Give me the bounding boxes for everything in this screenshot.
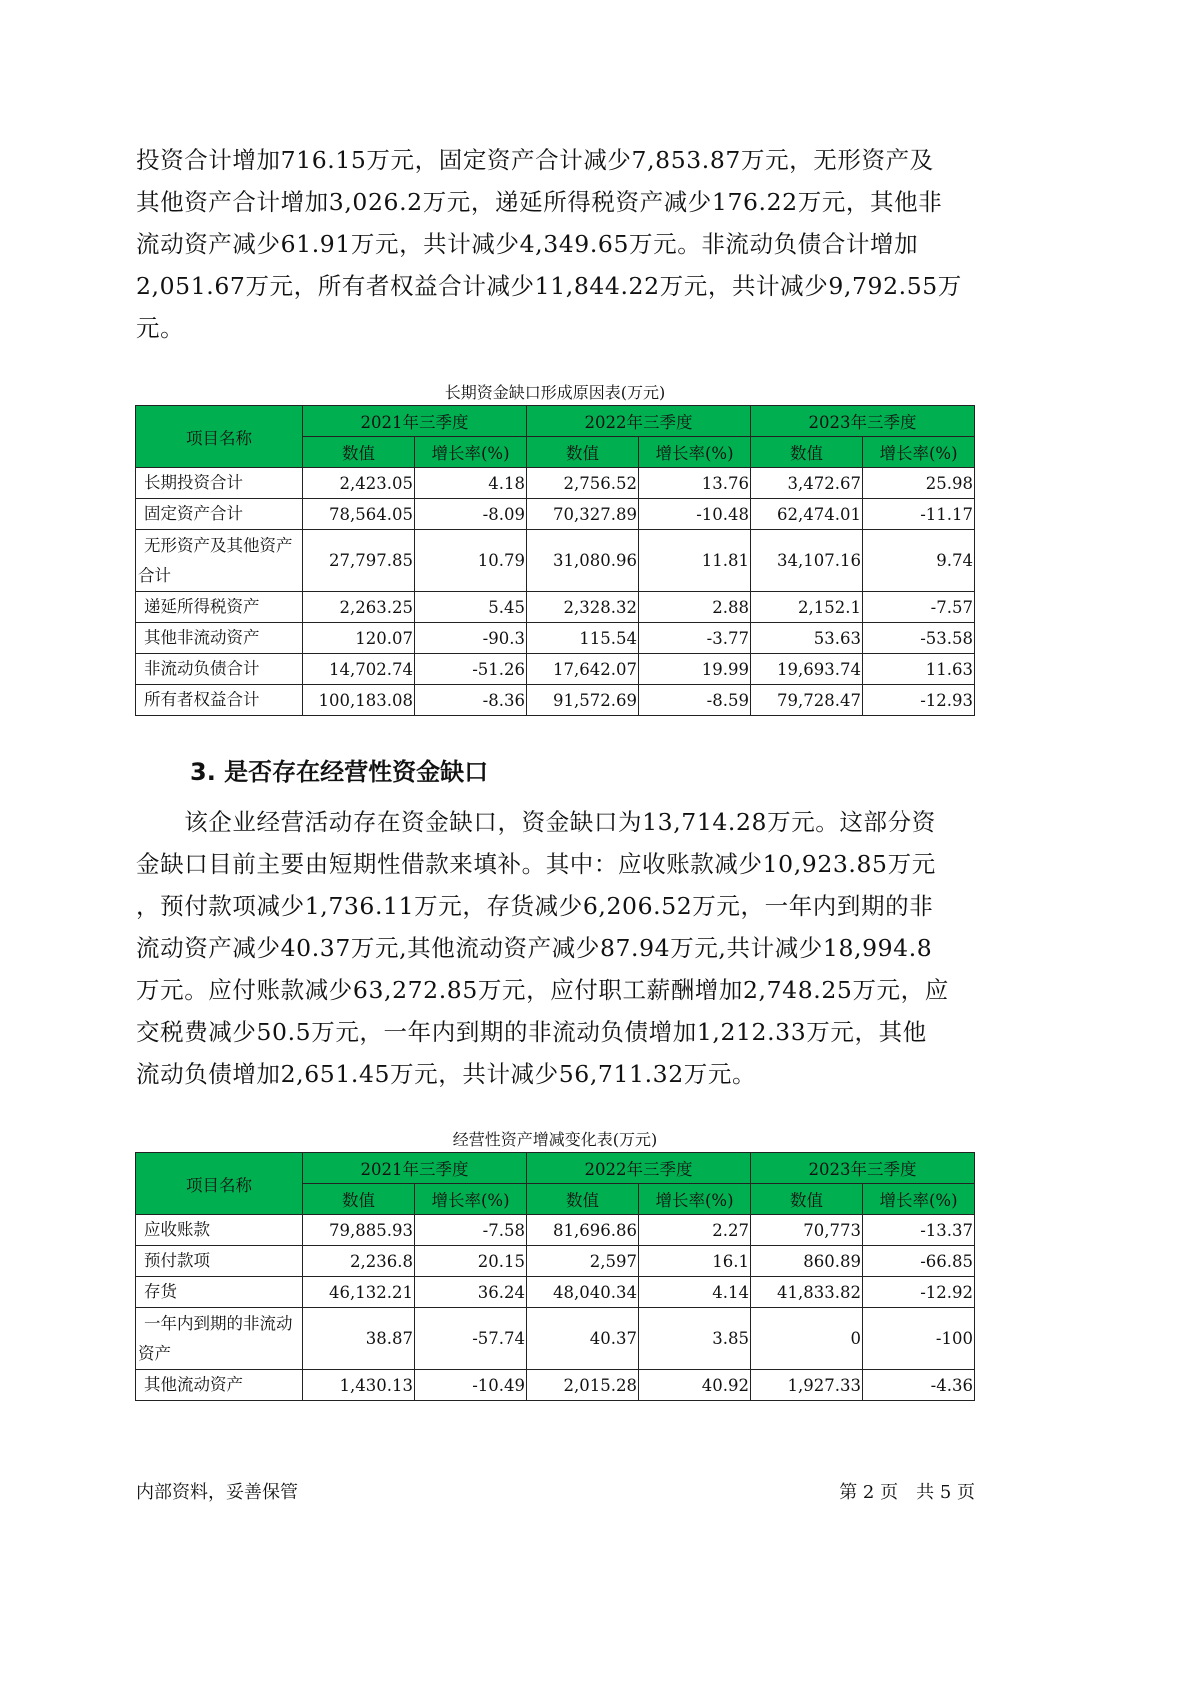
cell-value: 2,328.32 bbox=[527, 592, 639, 623]
cell-value: -12.92 bbox=[863, 1277, 975, 1308]
cell-value: -100 bbox=[863, 1308, 975, 1370]
cell-value: -8.36 bbox=[415, 685, 527, 716]
cell-value: 3,472.67 bbox=[751, 468, 863, 499]
header-value: 数值 bbox=[751, 437, 863, 468]
cell-value: 9.74 bbox=[863, 530, 975, 592]
header-value: 数值 bbox=[751, 1184, 863, 1215]
header-value: 数值 bbox=[303, 437, 415, 468]
paragraph-line: 流动资产减少40.37万元,其他流动资产减少87.94万元,共计减少18,994.8 bbox=[136, 934, 933, 962]
row-name: 所有者权益合计 bbox=[136, 685, 303, 716]
cell-value: 40.92 bbox=[639, 1370, 751, 1401]
header-growth-rate: 增长率(%) bbox=[639, 1184, 751, 1215]
cell-value: 11.63 bbox=[863, 654, 975, 685]
table2-caption: 经营性资产增减变化表(万元) bbox=[452, 1130, 658, 1149]
cell-value: -4.36 bbox=[863, 1370, 975, 1401]
cell-value: 2,152.1 bbox=[751, 592, 863, 623]
table-row bbox=[136, 1308, 975, 1370]
cell-value: 40.37 bbox=[527, 1308, 639, 1370]
row-name: 长期投资合计 bbox=[136, 468, 303, 499]
paragraph-long-term bbox=[136, 139, 986, 349]
table-row bbox=[136, 530, 975, 592]
cell-value: 79,728.47 bbox=[751, 685, 863, 716]
table1-caption: 长期资金缺口形成原因表(万元) bbox=[444, 383, 666, 402]
cell-value: 16.1 bbox=[639, 1246, 751, 1277]
cell-value: 62,474.01 bbox=[751, 499, 863, 530]
cell-value: 2,236.8 bbox=[303, 1246, 415, 1277]
cell-value: -8.59 bbox=[639, 685, 751, 716]
cell-value: 53.63 bbox=[751, 623, 863, 654]
footer-page-number: 第 2 页 共 5 页 bbox=[839, 1482, 975, 1503]
cell-value: 11.81 bbox=[639, 530, 751, 592]
cell-value: -90.3 bbox=[415, 623, 527, 654]
header-period: 2022年三季度 bbox=[527, 1153, 751, 1184]
cell-value: 20.15 bbox=[415, 1246, 527, 1277]
cell-value: 34,107.16 bbox=[751, 530, 863, 592]
header-growth-rate: 增长率(%) bbox=[863, 1184, 975, 1215]
cell-value: 19.99 bbox=[639, 654, 751, 685]
table-row bbox=[136, 499, 975, 530]
cell-value: -51.26 bbox=[415, 654, 527, 685]
cell-value: 2.27 bbox=[639, 1215, 751, 1246]
paragraph-line: 2,051.67万元，所有者权益合计减少11,844.22万元，共计减少9,792.55万 bbox=[136, 272, 962, 300]
cell-value: 48,040.34 bbox=[527, 1277, 639, 1308]
section-heading: 3. 是否存在经营性资金缺口 bbox=[190, 758, 489, 786]
paragraph-line: 该企业经营活动存在资金缺口，资金缺口为13,714.28万元。这部分资 bbox=[136, 808, 936, 836]
paragraph-line: 投资合计增加716.15万元，固定资产合计减少7,853.87万元，无形资产及 bbox=[136, 146, 934, 174]
row-name: 非流动负债合计 bbox=[136, 654, 303, 685]
header-period: 2021年三季度 bbox=[303, 1153, 527, 1184]
cell-value: -11.17 bbox=[863, 499, 975, 530]
row-name: 预付款项 bbox=[136, 1246, 303, 1277]
cell-value: 0 bbox=[751, 1308, 863, 1370]
cell-value: 860.89 bbox=[751, 1246, 863, 1277]
table-row bbox=[136, 1215, 975, 1246]
row-name: 一年内到期的非流动资产 bbox=[136, 1308, 303, 1370]
cell-value: 5.45 bbox=[415, 592, 527, 623]
cell-value: -10.48 bbox=[639, 499, 751, 530]
cell-value: -7.58 bbox=[415, 1215, 527, 1246]
cell-value: 14,702.74 bbox=[303, 654, 415, 685]
cell-value: -8.09 bbox=[415, 499, 527, 530]
table-row bbox=[136, 654, 975, 685]
paragraph-line: 元。 bbox=[136, 314, 185, 342]
paragraph-line: ，预付款项减少1,736.11万元，存货减少6,206.52万元，一年内到期的非 bbox=[136, 892, 934, 920]
cell-value: 1,927.33 bbox=[751, 1370, 863, 1401]
header-period: 2022年三季度 bbox=[527, 406, 751, 437]
cell-value: 19,693.74 bbox=[751, 654, 863, 685]
header-period: 2023年三季度 bbox=[751, 406, 975, 437]
row-name: 递延所得税资产 bbox=[136, 592, 303, 623]
header-growth-rate: 增长率(%) bbox=[639, 437, 751, 468]
cell-value: 120.07 bbox=[303, 623, 415, 654]
cell-value: 10.79 bbox=[415, 530, 527, 592]
footer-confidential: 内部资料，妥善保管 bbox=[136, 1482, 298, 1503]
header-growth-rate: 增长率(%) bbox=[415, 1184, 527, 1215]
table-row bbox=[136, 685, 975, 716]
cell-value: 38.87 bbox=[303, 1308, 415, 1370]
row-name: 应收账款 bbox=[136, 1215, 303, 1246]
cell-value: -13.37 bbox=[863, 1215, 975, 1246]
header-growth-rate: 增长率(%) bbox=[863, 437, 975, 468]
cell-value: 3.85 bbox=[639, 1308, 751, 1370]
cell-value: 78,564.05 bbox=[303, 499, 415, 530]
cell-value: -3.77 bbox=[639, 623, 751, 654]
cell-value: 2,263.25 bbox=[303, 592, 415, 623]
paragraph-line: 其他资产合计增加3,026.2万元，递延所得税资产减少176.22万元，其他非 bbox=[136, 188, 943, 216]
header-period: 2021年三季度 bbox=[303, 406, 527, 437]
paragraph-line: 交税费减少50.5万元，一年内到期的非流动负债增加1,212.33万元，其他 bbox=[136, 1018, 927, 1046]
cell-value: 13.76 bbox=[639, 468, 751, 499]
cell-value: 70,327.89 bbox=[527, 499, 639, 530]
cell-value: 25.98 bbox=[863, 468, 975, 499]
cell-value: -57.74 bbox=[415, 1308, 527, 1370]
paragraph-line: 流动资产减少61.91万元，共计减少4,349.65万元。非流动负债合计增加 bbox=[136, 230, 919, 258]
paragraph-line: 流动负债增加2,651.45万元，共计减少56,711.32万元。 bbox=[136, 1060, 757, 1088]
cell-value: 115.54 bbox=[527, 623, 639, 654]
cell-value: 91,572.69 bbox=[527, 685, 639, 716]
table-row bbox=[136, 468, 975, 499]
paragraph-line: 万元。应付账款减少63,272.85万元，应付职工薪酬增加2,748.25万元，应 bbox=[136, 976, 949, 1004]
paragraph-line: 金缺口目前主要由短期性借款来填补。其中：应收账款减少10,923.85万元 bbox=[136, 850, 936, 878]
cell-value: 2,423.05 bbox=[303, 468, 415, 499]
header-item-name: 项目名称 bbox=[136, 1153, 303, 1215]
cell-value: 4.18 bbox=[415, 468, 527, 499]
cell-value: 4.14 bbox=[639, 1277, 751, 1308]
cell-value: 1,430.13 bbox=[303, 1370, 415, 1401]
header-value: 数值 bbox=[527, 437, 639, 468]
cell-value: 36.24 bbox=[415, 1277, 527, 1308]
cell-value: 41,833.82 bbox=[751, 1277, 863, 1308]
cell-value: 17,642.07 bbox=[527, 654, 639, 685]
row-name: 固定资产合计 bbox=[136, 499, 303, 530]
cell-value: -53.58 bbox=[863, 623, 975, 654]
cell-value: -7.57 bbox=[863, 592, 975, 623]
table-row bbox=[136, 1246, 975, 1277]
table-row bbox=[136, 1370, 975, 1401]
cell-value: 79,885.93 bbox=[303, 1215, 415, 1246]
header-period: 2023年三季度 bbox=[751, 1153, 975, 1184]
table-row bbox=[136, 592, 975, 623]
row-name: 存货 bbox=[136, 1277, 303, 1308]
cell-value: 2,597 bbox=[527, 1246, 639, 1277]
table-row bbox=[136, 623, 975, 654]
header-value: 数值 bbox=[303, 1184, 415, 1215]
cell-value: -66.85 bbox=[863, 1246, 975, 1277]
table-row bbox=[136, 1277, 975, 1308]
cell-value: 81,696.86 bbox=[527, 1215, 639, 1246]
operating-assets-table bbox=[135, 1152, 975, 1401]
cell-value: 70,773 bbox=[751, 1215, 863, 1246]
header-value: 数值 bbox=[527, 1184, 639, 1215]
row-name: 其他非流动资产 bbox=[136, 623, 303, 654]
cell-value: 27,797.85 bbox=[303, 530, 415, 592]
cell-value: 100,183.08 bbox=[303, 685, 415, 716]
header-item-name: 项目名称 bbox=[136, 406, 303, 468]
row-name: 其他流动资产 bbox=[136, 1370, 303, 1401]
paragraph-operating bbox=[136, 801, 986, 1095]
cell-value: 2,015.28 bbox=[527, 1370, 639, 1401]
header-growth-rate: 增长率(%) bbox=[415, 437, 527, 468]
cell-value: -12.93 bbox=[863, 685, 975, 716]
row-name: 无形资产及其他资产合计 bbox=[136, 530, 303, 592]
cell-value: -10.49 bbox=[415, 1370, 527, 1401]
cell-value: 2,756.52 bbox=[527, 468, 639, 499]
cell-value: 31,080.96 bbox=[527, 530, 639, 592]
cell-value: 46,132.21 bbox=[303, 1277, 415, 1308]
long-term-gap-table bbox=[135, 405, 975, 716]
cell-value: 2.88 bbox=[639, 592, 751, 623]
